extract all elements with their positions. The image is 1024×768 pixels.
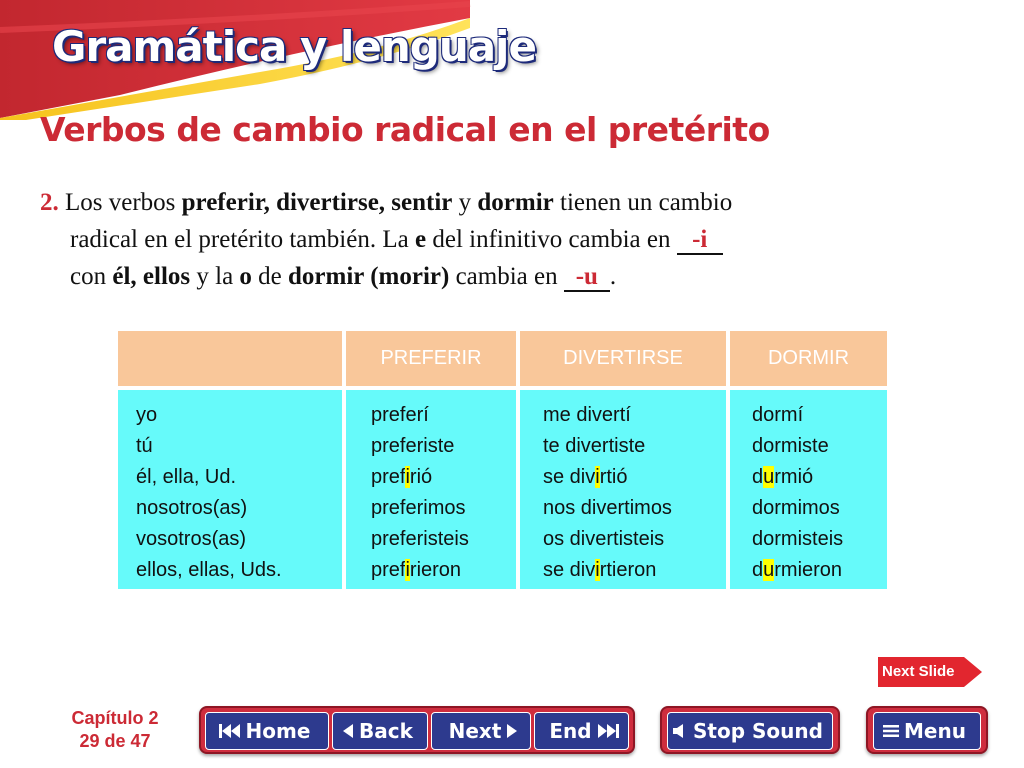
divertirse-form-cell xyxy=(543,493,726,524)
bold-paren: ) xyxy=(441,263,450,290)
dormir-form-cell xyxy=(752,524,887,555)
form-text: me divertí xyxy=(543,404,631,426)
subject-cell: nosotros(as) xyxy=(136,497,248,519)
form-text: preferiste xyxy=(371,435,455,457)
answer-1: -i xyxy=(692,226,708,253)
divertirse-column xyxy=(520,390,726,589)
bold-letter: e xyxy=(414,226,427,253)
header-cell-preferir: PREFERIR xyxy=(346,331,516,386)
form-text: dormisteis xyxy=(752,528,844,550)
stem-change-highlight: u xyxy=(763,559,775,581)
conjugation-table xyxy=(116,329,889,591)
next-slide-button[interactable] xyxy=(878,657,982,687)
page-counter: 29 de 47 xyxy=(79,731,151,751)
form-text: preferimos xyxy=(371,497,466,519)
subject-cell: tú xyxy=(136,435,153,457)
banner xyxy=(0,0,1024,120)
text: y la xyxy=(190,263,240,290)
paragraph-line-2 xyxy=(40,221,940,258)
dormir-form-cell xyxy=(752,493,887,524)
navigation-bar xyxy=(199,706,635,754)
form-text: preferí xyxy=(371,404,429,426)
preferir-form-cell xyxy=(371,462,516,493)
back-label: Back xyxy=(359,719,413,743)
divertirse-form-cell xyxy=(543,462,726,493)
end-label: End xyxy=(549,719,592,743)
preferir-form-cell xyxy=(371,493,516,524)
form-text: d xyxy=(752,559,764,581)
form-text: dormí xyxy=(752,404,804,426)
arrow-right-icon xyxy=(506,723,518,739)
subject-cell: ellos, ellas, Uds. xyxy=(136,559,282,581)
bold-verb: dormir xyxy=(288,263,364,290)
bold-paren: ( xyxy=(363,263,379,290)
form-text: rtieron xyxy=(599,559,657,581)
paragraph-line-1 xyxy=(40,184,940,221)
text: tienen un cambio xyxy=(553,189,733,216)
bold-verb: morir xyxy=(378,263,441,290)
bold-letter: o xyxy=(239,263,252,290)
dormir-form-cell xyxy=(752,462,887,493)
banner-title: Gramática y lenguaje xyxy=(52,22,536,71)
form-text: nos divertimos xyxy=(543,497,672,519)
subject-cell: vosotros(as) xyxy=(136,528,247,550)
item-number: 2. xyxy=(40,189,59,216)
chapter-info xyxy=(50,707,180,753)
next-label: Next xyxy=(448,719,502,743)
header-cell-subject xyxy=(118,331,342,386)
preferir-column xyxy=(346,390,516,589)
text: y xyxy=(452,189,478,216)
dormir-form-cell xyxy=(752,431,887,462)
text: . xyxy=(609,263,617,290)
skip-back-icon xyxy=(219,723,241,739)
text: radical en el pretérito también. La xyxy=(70,226,415,253)
lesson-paragraph xyxy=(40,184,940,295)
text: cambia en xyxy=(449,263,564,290)
bold-verbs: preferir, divertirse, sentir xyxy=(181,189,453,216)
form-text: pref xyxy=(371,559,406,581)
arrow-left-icon xyxy=(342,723,354,739)
text: con xyxy=(70,263,113,290)
answer-blank-1 xyxy=(677,227,723,255)
subject-cell: yo xyxy=(136,404,158,426)
next-slide-label: Next Slide xyxy=(882,663,955,680)
stop-sound-button[interactable] xyxy=(667,712,833,750)
bold-pronouns: él, ellos xyxy=(112,263,191,290)
subject-cell: él, ella, Ud. xyxy=(136,466,237,488)
stem-change-highlight: i xyxy=(595,466,600,488)
end-button[interactable] xyxy=(534,712,629,750)
form-text: dormiste xyxy=(752,435,829,457)
menu-icon xyxy=(883,724,899,738)
dormir-column xyxy=(730,390,887,589)
header-cell-divertirse: DIVERTIRSE xyxy=(520,331,726,386)
answer-blank-2 xyxy=(564,264,610,292)
form-text: rieron xyxy=(409,559,462,581)
preferir-form-cell xyxy=(371,555,516,586)
form-text: se div xyxy=(543,466,596,488)
stem-change-highlight: i xyxy=(405,466,410,488)
stem-change-highlight: u xyxy=(763,466,775,488)
skip-forward-icon xyxy=(597,723,619,739)
form-text: se div xyxy=(543,559,596,581)
paragraph-line-3 xyxy=(40,258,940,295)
bold-verb: dormir xyxy=(477,189,554,216)
text: Los verbos xyxy=(65,189,182,216)
stem-change-highlight: i xyxy=(595,559,600,581)
preferir-form-cell xyxy=(371,400,516,431)
menu-label: Menu xyxy=(904,719,966,743)
subjects-column xyxy=(118,390,342,589)
next-button[interactable] xyxy=(431,712,531,750)
divertirse-form-cell xyxy=(543,431,726,462)
preferir-form-cell xyxy=(371,524,516,555)
dormir-form-cell xyxy=(752,400,887,431)
form-text: rtió xyxy=(599,466,628,488)
home-button[interactable] xyxy=(205,712,329,750)
stop-sound-label: Stop Sound xyxy=(693,719,823,743)
stop-sound-container xyxy=(660,706,840,754)
form-text: d xyxy=(752,466,764,488)
form-text: te divertiste xyxy=(543,435,646,457)
back-button[interactable] xyxy=(332,712,428,750)
divertirse-form-cell xyxy=(543,400,726,431)
preferir-form-cell xyxy=(371,431,516,462)
home-label: Home xyxy=(245,719,311,743)
form-text: rmió xyxy=(774,466,814,488)
form-text: dormimos xyxy=(752,497,840,519)
form-text: rió xyxy=(409,466,433,488)
menu-container xyxy=(866,706,988,754)
speaker-icon xyxy=(672,723,688,739)
stem-change-highlight: i xyxy=(405,559,410,581)
divertirse-form-cell xyxy=(543,524,726,555)
divertirse-form-cell xyxy=(543,555,726,586)
chapter-label: Capítulo 2 xyxy=(71,708,159,728)
section-title: Verbos de cambio radical en el pretérito xyxy=(40,110,770,149)
form-text: pref xyxy=(371,466,406,488)
text: de xyxy=(251,263,289,290)
form-text: preferisteis xyxy=(371,528,469,550)
form-text: rmieron xyxy=(774,559,843,581)
menu-button[interactable] xyxy=(873,712,981,750)
header-cell-dormir: DORMIR xyxy=(730,331,887,386)
answer-2: -u xyxy=(575,263,598,290)
dormir-form-cell xyxy=(752,555,887,586)
form-text: os divertisteis xyxy=(543,528,665,550)
text: del infinitivo cambia en xyxy=(426,226,677,253)
